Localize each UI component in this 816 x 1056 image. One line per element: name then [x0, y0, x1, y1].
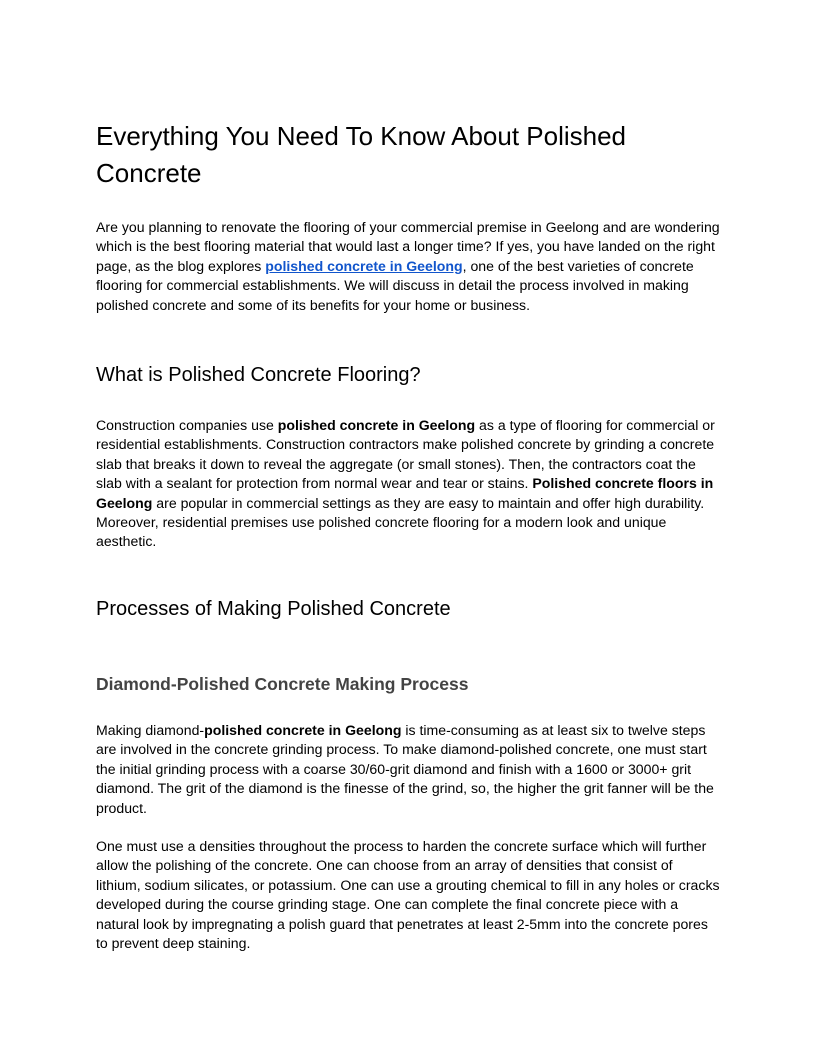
diamond-paragraph-2: One must use a densities throughout the process to harden the concrete surface which will further allow the polishing of the concrete. One can choose from an array of densities that consist of lithium, sodium silicates, or potassium. One can use a grouting chemical to fill in any holes or cracks developed during the course grinding stage. One can complete the final concrete piece with a natural look by impregnating a polish guard that penetrates at least 2-5mm into the concrete pores to prevent deep staining.: [96, 838, 720, 952]
section1-bold-1: polished concrete in Geelong: [277, 417, 476, 433]
section1-text-2: as a type of flooring for commercial or residential establishments. Construction contractors make polished concrete by grinding a concrete slab that breaks it down to reveal the aggregate (or small stones). Then, the contractors coat the slab with a sealant for protection from normal wear and tear or stains.: [96, 417, 715, 492]
section1-text-1: Construction companies use: [96, 417, 278, 433]
section-heading-processes: Processes of Making Polished Concrete: [96, 598, 451, 620]
intro-text-start: Are you planning to renovate the flooring of your commercial premise in Geelong and are wondering which is the best flooring material that would last a longer time? If yes, you have landed on the right page, as the blog explores: [96, 219, 720, 274]
polished-concrete-link[interactable]: polished concrete in Geelong: [265, 257, 463, 274]
diamond-bold-1: polished concrete in Geelong: [204, 722, 402, 738]
page-title: Everything You Need To Know About Polished Concrete: [96, 121, 627, 188]
section1-bold-2: Polished concrete floors in Geelong: [96, 475, 714, 511]
section1-paragraph: [96, 416, 720, 552]
diamond-text-1: Making diamond-: [96, 722, 205, 738]
diamond-text-2: is time-consuming as at least six to twelve steps are involved in the concrete grinding process. To make diamond-polished concrete, one must start the initial grinding process with a coarse 30/60-grit diamond and finish with a 1600 or 3000+ grit diamond. The grit of the diamond is the finesse of the grind, so, the higher the grit fanner will be the product.: [96, 722, 714, 816]
section-heading-what-is: What is Polished Concrete Flooring?: [96, 364, 421, 386]
section1-text-3: are popular in commercial settings as they are easy to maintain and offer high durability. Moreover, residential premises use polished concrete flooring for a modern look and unique aesthetic.: [96, 494, 705, 550]
diamond-paragraph-1: [96, 721, 720, 818]
subheading-diamond-polished: Diamond-Polished Concrete Making Process: [96, 674, 469, 694]
intro-text-end: , one of the best varieties of concrete flooring for commercial establishments. We will discuss in detail the process involved in making polished concrete and some of its benefits for your home or business.: [96, 257, 694, 313]
intro-paragraph: [96, 218, 720, 315]
